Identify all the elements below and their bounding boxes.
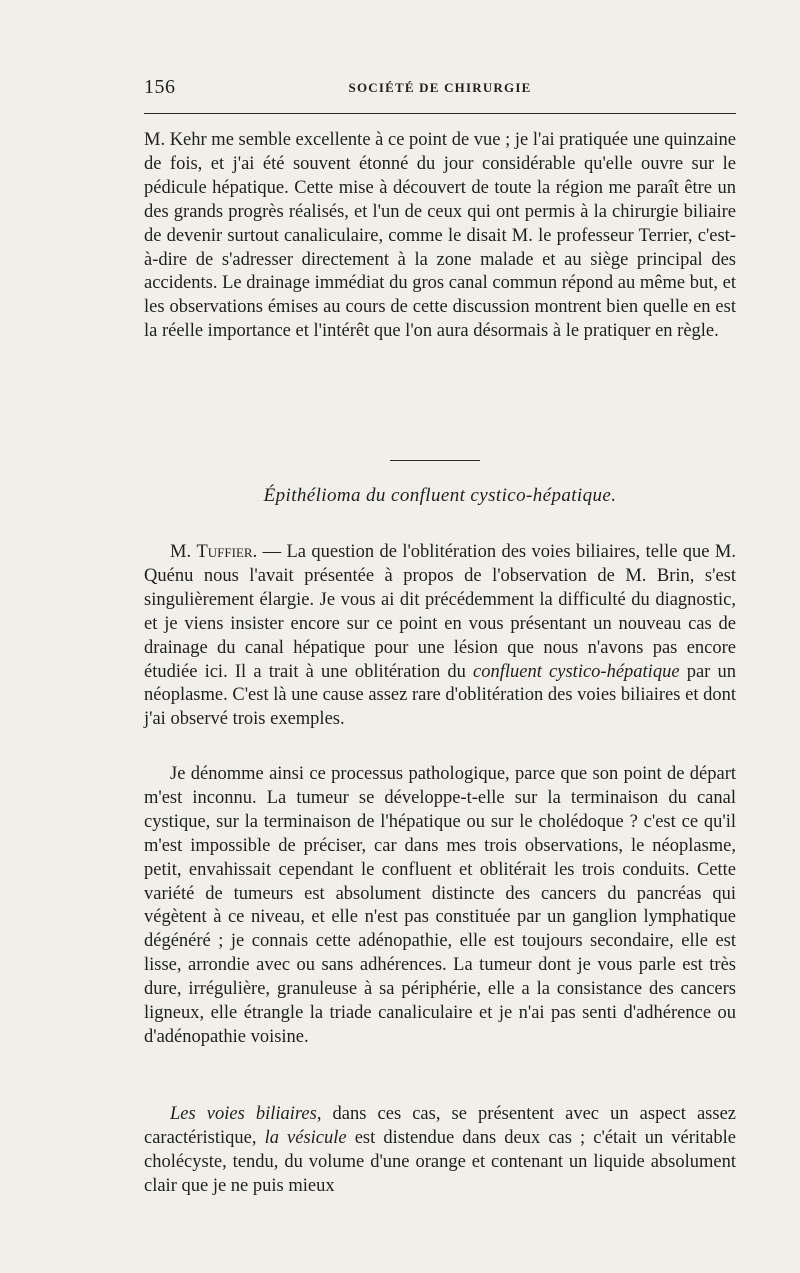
paragraph-4-text-a: , dans ces cas, se présentent avec un aspect assez caractéristique, <box>144 1104 736 1148</box>
running-head <box>144 76 736 102</box>
section-title: Épithélioma du confluent cystico-hépatique. <box>263 485 617 506</box>
paragraph-4 <box>144 1103 736 1199</box>
italic-phrase-vesicule: la vésicule <box>264 1127 347 1148</box>
paragraph-2 <box>144 541 736 732</box>
italic-term: confluent cystico-hépatique <box>473 661 680 682</box>
speaker-prefix: M. <box>170 542 197 562</box>
italic-phrase-voies-biliaires: Les voies biliaires <box>170 1104 317 1124</box>
paragraph-2-text-a: . — La question de l'oblitération des voies biliaires, telle que M. Quénu nous l'avait présentée à propos de l'observation de M. Brin, s'est singulièrement élargie. Je vous ai dit précédemment la difficulté du diagnostic, et je viens insister encore sur ce point en vous présentant un nouveau cas de drainage du canal hépatique pour une lésion que nous n'avons pas encore étudiée ici. Il a trait à une oblitération du <box>144 542 736 682</box>
section-divider <box>390 460 480 461</box>
paragraph-1: M. Kehr me semble excellente à ce point de vue ; je l'ai pratiquée une quinzaine de fois, et j'ai été souvent étonné du jour considérable qu'elle ouvre sur le pédicule hépatique. Cette mise à découvert de toute la région me paraît être un des grands progrès réalisés, et l'un de ceux qui ont permis à la chirurgie biliaire de devenir surtout canaliculaire, comme le disait M. le professeur Terrier, c'est-à-dire de s'adresser directement à la zone malade et au siège principal des accidents. Le drainage immédiat du gros canal commun répond au même but, et les observations émises au cours de cette discussion montrent bien quelle en est la réelle importance et l'intérêt que l'on aura désormais à le pratiquer en règle. <box>144 130 737 342</box>
paragraph-3: Je dénomme ainsi ce processus pathologique, parce que son point de départ m'est inconnu. La tumeur se développe-t-elle sur la terminaison du canal cystique, sur la terminaison de l'hépatique ou sur le cholédoque ? c'est ce qu'il m'est impossible de préciser, car dans mes trois observations, le néoplasme, petit, envahissait cependant le confluent et oblitérait les trois conduits. Cette variété de tumeurs est absolument distincte des cancers du pancréas qui végètent à ce niveau, et elle n'est pas constituée par un ganglion lymphatique dégénéré ; je connais cette adénopathie, elle est toujours secondaire, elle est lisse, arrondie avec ou sans adhérences. La tumeur dont je vous parle est très dure, irrégulière, granuleuse à sa périphérie, elle a la consistance des cancers ligneux, elle étrangle la triade canaliculaire et je n'ai pas senti d'adhérence ou d'adénopathie voisine. <box>144 764 736 1047</box>
paragraph-4-text-b: est distendue dans deux cas ; c'était un véritable cholécyste, tendu, du volume d'une orange et contenant un liquide absolument clair que je ne puis mieux <box>144 1127 736 1196</box>
page-number: 156 <box>144 76 176 98</box>
speaker-name: Tuffier <box>196 542 253 562</box>
header-rule <box>144 113 736 114</box>
journal-title: SOCIÉTÉ DE CHIRURGIE <box>348 80 532 95</box>
paragraph-2-text-b: par un néoplasme. C'est là une cause assez rare d'oblitération des voies biliaires et dont j'ai observé trois exemples. <box>144 661 736 730</box>
